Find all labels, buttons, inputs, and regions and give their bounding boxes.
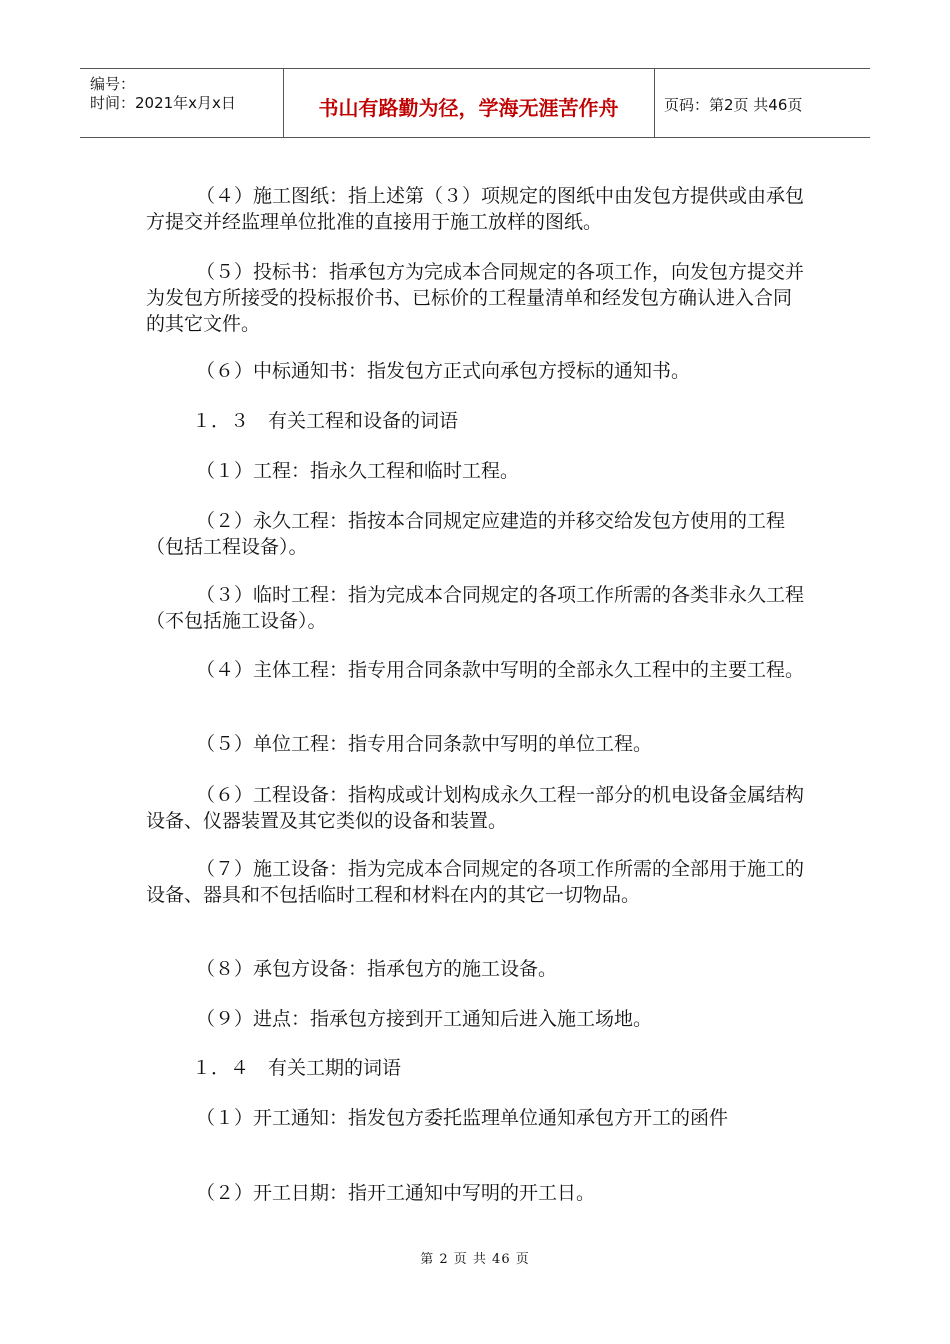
paragraph-item-2-commencement-date: （２）开工日期：指开工通知中写明的开工日。 (196, 1182, 596, 1204)
paragraph-item-5-unit-works: （５）单位工程：指专用合同条款中写明的单位工程。 (196, 733, 653, 755)
document-number-label: 编号： (90, 75, 136, 93)
section-heading-1-4: １．４ 有关工期的词语 (192, 1057, 402, 1079)
section-heading-1-3: １．３ 有关工程和设备的词语 (192, 410, 459, 432)
paragraph-item-2-permanent-works: （２）永久工程：指按本合同规定应建造的并移交给发包方使用的工程（包括工程设备）。 (146, 510, 786, 558)
paragraph-item-1-works: （１）工程：指永久工程和临时工程。 (196, 460, 520, 482)
page-footer-number: 第 2 页 共 46 页 (420, 1252, 530, 1267)
header-meta-cell (80, 69, 284, 137)
paragraph-item-9-site-entry: （９）进点：指承包方接到开工通知后进入施工场地。 (196, 1008, 653, 1030)
paragraph-item-7-construction-equipment: （７）施工设备：指为完成本合同规定的各项工作所需的全部用于施工的设备、器具和不包括临时工程和材料在内的其它一切物品。 (146, 858, 805, 906)
header-page-cell (654, 69, 870, 137)
paragraph-item-6-engineering-equipment: （６）工程设备：指构成或计划构成永久工程一部分的机电设备金属结构设备、仪器装置及其它类似的设备和装置。 (146, 784, 805, 832)
document-date-label: 时间：2021年x月x日 (90, 94, 236, 112)
paragraph-item-4-construction-drawings: （４）施工图纸：指上述第（３）项规定的图纸中由发包方提供或由承包方提交并经监理单位批准的直接用于施工放样的图纸。 (146, 185, 805, 233)
paragraph-item-8-contractor-equipment: （８）承包方设备：指承包方的施工设备。 (196, 958, 558, 980)
paragraph-item-6-award-notice: （６）中标通知书：指发包方正式向承包方授标的通知书。 (196, 360, 691, 382)
page-header (80, 68, 870, 138)
paragraph-item-1-commencement-notice: （１）开工通知：指发包方委托监理单位通知承包方开工的函件 (196, 1107, 729, 1129)
header-motto: 书山有路勤为径，学海无涯苦作舟 (318, 96, 619, 120)
header-page-info: 页码：第2页 共46页 (664, 96, 803, 114)
paragraph-item-4-main-works: （４）主体工程：指专用合同条款中写明的全部永久工程中的主要工程。 (196, 659, 805, 681)
paragraph-item-3-temporary-works: （３）临时工程：指为完成本合同规定的各项工作所需的各类非永久工程（不包括施工设备）。 (146, 584, 805, 632)
header-motto-cell (283, 69, 655, 137)
paragraph-item-5-bid-document: （５）投标书：指承包方为完成本合同规定的各项工作，向发包方提交并为发包方所接受的投标报价书、已标价的工程量清单和经发包方确认进入合同的其它文件。 (146, 261, 805, 335)
